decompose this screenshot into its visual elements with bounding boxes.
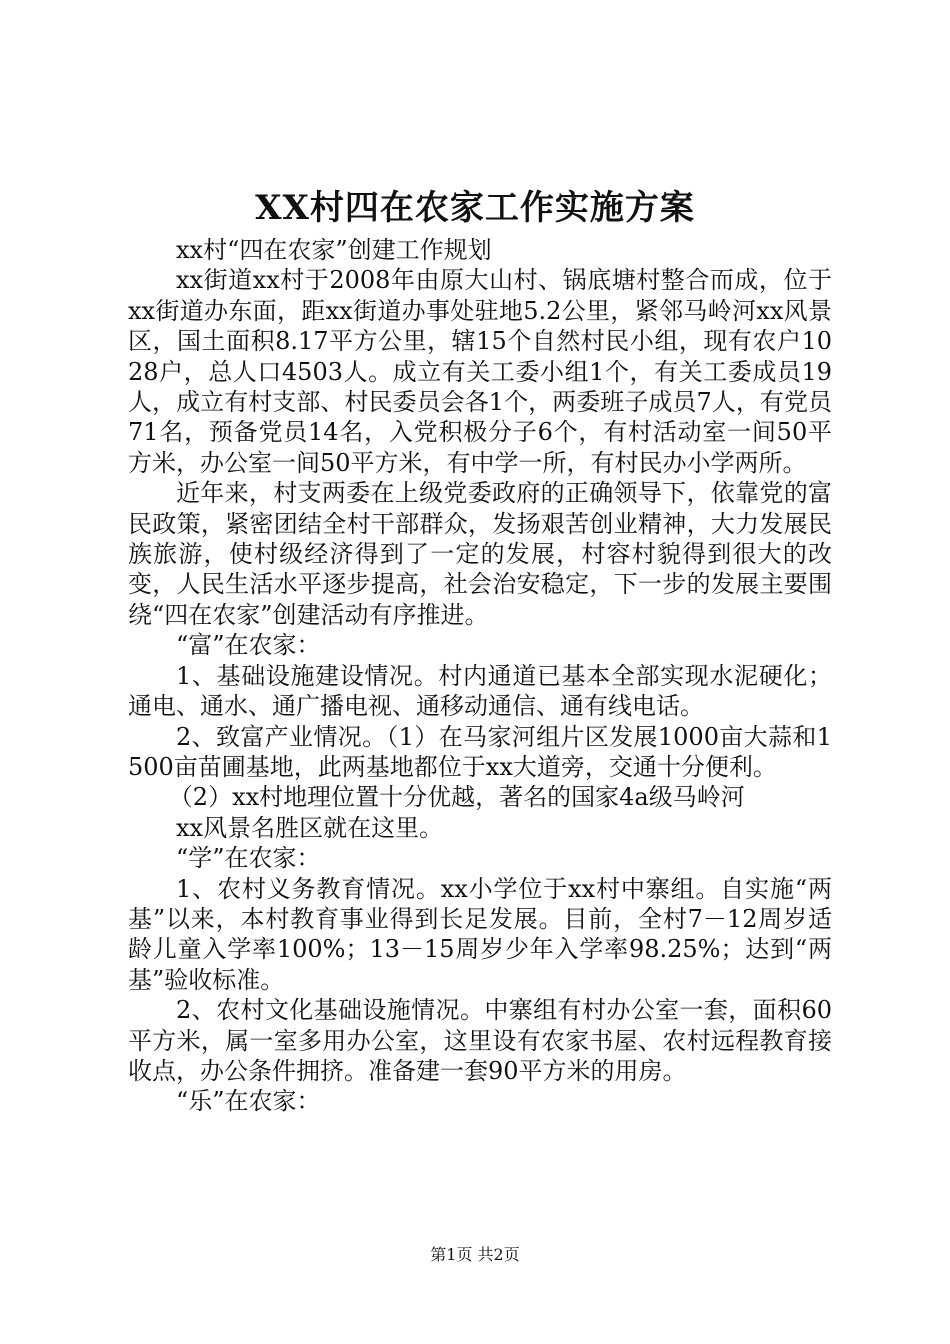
paragraph-infrastructure: 1、基础设施建设情况。村内通道已基本全部实现水泥硬化；通电、通水、通广播电视、通移动通信、通有线电话。 [128, 661, 832, 721]
section-heading-fu: “富”在农家： [176, 631, 321, 660]
paragraph-village-overview: xx街道xx村于2008年由原大山村、锅底塘村整合而成，位于xx街道办东面，距xx街道办事处驻地5.2公里，紧邻马岭河xx风景区，国土面积8.17平方公里，辖15个自然村民小组，现有农户1028户，总人口4503人。成立有关工委小组1个，有关工委成员19人，成立有村支部、村民委员会各1个，两委班子成员7人，有党员71名，预备党员14名，入党积极分子6个，有村活动室一间50平方米，办公室一间50平方米，有中学一所，有村民办小学两所。 [128, 266, 832, 477]
section-heading-xue: “学”在农家： [176, 844, 321, 873]
page-footer: 第1页 共2页 [430, 1245, 520, 1264]
paragraph-scenic-area: xx风景名胜区就在这里。 [176, 813, 444, 842]
document-title: XX村四在农家工作实施方案 [255, 188, 695, 228]
paragraph-location: （2）xx村地理位置十分优越，著名的国家4a级马岭河 [168, 783, 745, 812]
paragraph-plan-heading: xx村“四在农家”创建工作规划 [176, 236, 492, 264]
paragraph-education: 1、农村义务教育情况。xx小学位于xx村中寨组。自实施“两基”以来，本村教育事业得到长足发展。目前，全村7－12周岁适龄儿童入学率100%；13－15周岁少年入学率98.25%；达到“两基”验收标准。 [128, 874, 832, 994]
paragraph-recent-development: 近年来，村支两委在上级党委政府的正确领导下，依靠党的富民政策，紧密团结全村干部群众，发扬艰苦创业精神，大力发展民族旅游，使村级经济得到了一定的发展，村容村貌得到很大的改变，人民生活水平逐步提高，社会治安稳定，下一步的发展主要围绕“四在农家”创建活动有序推进。 [128, 479, 832, 629]
paragraph-industry: 2、致富产业情况。（1）在马家河组片区发展1000亩大蒜和1500亩苗圃基地，此两基地都位于xx大道旁，交通十分便利。 [128, 722, 832, 781]
document-body [128, 235, 832, 1117]
paragraph-culture-facilities: 2、农村文化基础设施情况。中寨组有村办公室一套，面积60平方米，属一室多用办公室，这里设有农家书屋、农村远程教育接收点，办公条件拥挤。准备建一套90平方米的用房。 [128, 996, 832, 1085]
section-heading-le: “乐”在农家： [176, 1087, 321, 1116]
